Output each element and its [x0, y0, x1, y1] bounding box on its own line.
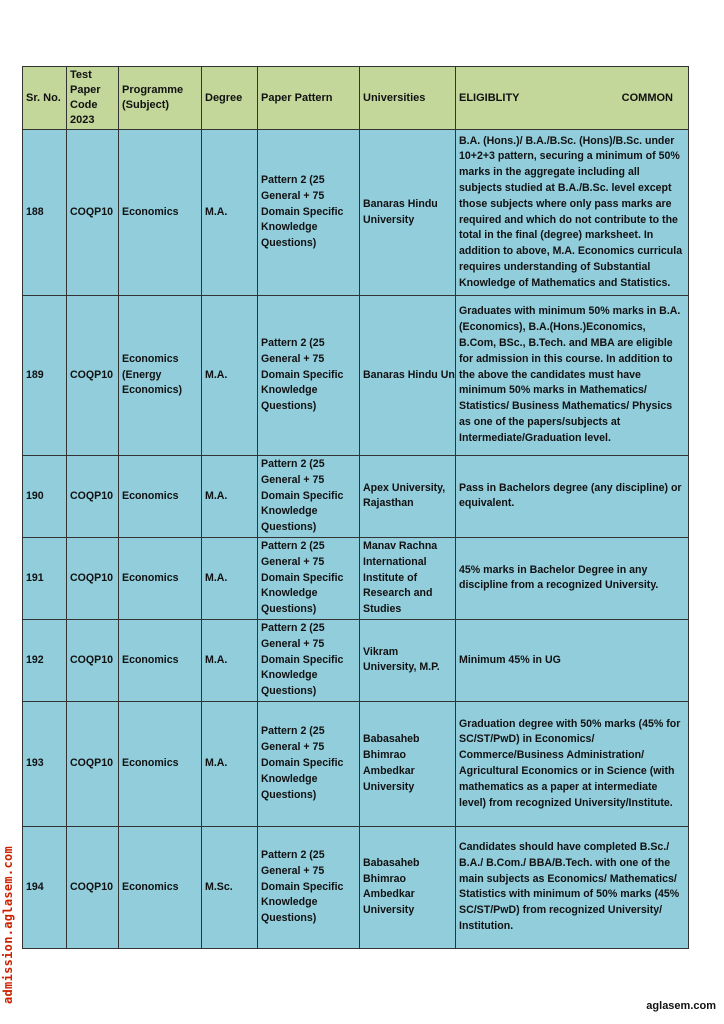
header-sr-no: Sr. No. — [23, 67, 67, 130]
cell-eligibility: Minimum 45% in UG — [456, 619, 689, 701]
table-row — [23, 296, 689, 456]
cell-university: Babasaheb Bhimrao Ambedkar University — [360, 701, 456, 826]
cell-sr-no: 191 — [23, 537, 67, 619]
cell-programme: Economics — [119, 826, 202, 948]
cell-paper-pattern: Pattern 2 (25 General + 75 Domain Specific Knowledge Questions) — [258, 537, 360, 619]
table-row — [23, 130, 689, 296]
table-row — [23, 619, 689, 701]
cell-paper-pattern: Pattern 2 (25 General + 75 Domain Specific Knowledge Questions) — [258, 619, 360, 701]
cell-test-code: COQP10 — [67, 619, 119, 701]
cell-sr-no: 193 — [23, 701, 67, 826]
cell-degree: M.A. — [202, 701, 258, 826]
header-row — [23, 67, 689, 130]
eligibility-table — [22, 66, 689, 949]
header-degree: Degree — [202, 67, 258, 130]
cell-eligibility: Graduates with minimum 50% marks in B.A.(Economics), B.A.(Hons.)Economics, B.Com, BSc., B.Tech. and MBA are eligible for admission in this course. In addition to the above the candidates must have minimum 50% marks in Mathematics/ Statistics/ Business Mathematics/ Physics as one of the papers/subjects at Intermediate/Graduation level. — [456, 296, 689, 456]
cell-university: Banaras Hindu University — [360, 130, 456, 296]
cell-degree: M.A. — [202, 296, 258, 456]
cell-programme: Economics (Energy Economics) — [119, 296, 202, 456]
cell-test-code: COQP10 — [67, 826, 119, 948]
cell-degree: M.A. — [202, 130, 258, 296]
cell-eligibility: 45% marks in Bachelor Degree in any discipline from a recognized University. — [456, 537, 689, 619]
cell-university: Banaras Hindu Un — [360, 296, 456, 456]
cell-degree: M.A. — [202, 456, 258, 538]
cell-university: Vikram University, M.P. — [360, 619, 456, 701]
cell-degree: M.A. — [202, 537, 258, 619]
cell-programme: Economics — [119, 701, 202, 826]
table-row — [23, 456, 689, 538]
header-test-code: Test Paper Code 2023 — [67, 67, 119, 130]
table-row — [23, 701, 689, 826]
cell-paper-pattern: Pattern 2 (25 General + 75 Domain Specific Knowledge Questions) — [258, 296, 360, 456]
header-common-label: COMMON — [621, 91, 673, 104]
table-row — [23, 826, 689, 948]
table-row — [23, 537, 689, 619]
cell-programme: Economics — [119, 130, 202, 296]
cell-university: Babasaheb Bhimrao Ambedkar University — [360, 826, 456, 948]
header-paper-pattern: Paper Pattern — [258, 67, 360, 130]
cell-programme: Economics — [119, 456, 202, 538]
cell-degree: M.A. — [202, 619, 258, 701]
footer-site-name: aglasem.com — [646, 1000, 716, 1012]
cell-university: Apex University, Rajasthan — [360, 456, 456, 538]
cell-paper-pattern: Pattern 2 (25 General + 75 Domain Specific Knowledge Questions) — [258, 456, 360, 538]
cell-test-code: COQP10 — [67, 456, 119, 538]
side-watermark: admission.aglasem.com — [1, 845, 15, 1005]
cell-eligibility: Graduation degree with 50% marks (45% for SC/ST/PwD) in Economics/ Commerce/Business Administration/ Agricultural Economics or in Science (with mathematics as a paper at intermediate level) from recognized University/Institute. — [456, 701, 689, 826]
cell-university: Manav Rachna International Institute of Research and Studies — [360, 537, 456, 619]
header-eligibility-label: ELIGIBLITY — [459, 91, 520, 104]
cell-paper-pattern: Pattern 2 (25 General + 75 Domain Specific Knowledge Questions) — [258, 130, 360, 296]
cell-sr-no: 188 — [23, 130, 67, 296]
cell-sr-no: 192 — [23, 619, 67, 701]
header-eligibility — [456, 67, 689, 130]
header-programme: Programme (Subject) — [119, 67, 202, 130]
cell-eligibility: Pass in Bachelors degree (any discipline) or equivalent. — [456, 456, 689, 538]
cell-sr-no: 190 — [23, 456, 67, 538]
cell-test-code: COQP10 — [67, 130, 119, 296]
cell-paper-pattern: Pattern 2 (25 General + 75 Domain Specific Knowledge Questions) — [258, 701, 360, 826]
cell-eligibility: B.A. (Hons.)/ B.A./B.Sc. (Hons)/B.Sc. under 10+2+3 pattern, securing a minimum of 50% marks in the aggregate including all subjects studied at B.A./B.Sc. level except those subjects where only pass marks are required and which do not contribute to the total in the final (degree) marksheet. In addition to above, M.A. Economics curricula requires understanding of Substantial Knowledge of Mathematics and Statistics. — [456, 130, 689, 296]
cell-sr-no: 194 — [23, 826, 67, 948]
cell-programme: Economics — [119, 619, 202, 701]
cell-test-code: COQP10 — [67, 537, 119, 619]
cell-test-code: COQP10 — [67, 296, 119, 456]
cell-test-code: COQP10 — [67, 701, 119, 826]
cell-paper-pattern: Pattern 2 (25 General + 75 Domain Specific Knowledge Questions) — [258, 826, 360, 948]
cell-eligibility: Candidates should have completed B.Sc./ B.A./ B.Com./ BBA/B.Tech. with one of the main subjects as Economics/ Mathematics/ Statistics with minimum of 50% marks (45% SC/ST/PwD) from recognized University/ Institution. — [456, 826, 689, 948]
cell-sr-no: 189 — [23, 296, 67, 456]
cell-degree: M.Sc. — [202, 826, 258, 948]
header-universities: Universities — [360, 67, 456, 130]
cell-programme: Economics — [119, 537, 202, 619]
